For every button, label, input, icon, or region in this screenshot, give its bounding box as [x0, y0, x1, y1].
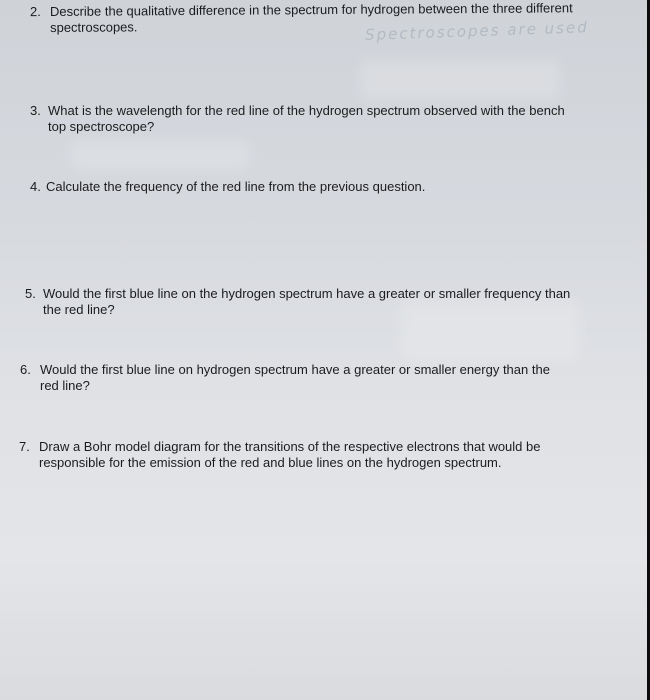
question-line: What is the wavelength for the red line of the hydrogen spectrum observed with the bench [48, 103, 565, 118]
question-text [43, 286, 630, 318]
question-line: Calculate the frequency of the red line from the previous question. [46, 179, 426, 194]
question-number: 4. [30, 179, 41, 194]
question-6 [20, 362, 620, 396]
question-line: the red line? [43, 302, 115, 317]
question-3 [30, 103, 630, 137]
question-text [40, 362, 620, 394]
bleed-through-shadow [360, 60, 560, 100]
question-line: responsible for the emission of the red and blue lines on the hydrogen spectrum. [39, 455, 502, 470]
question-text [48, 103, 630, 135]
question-text [46, 179, 630, 195]
question-4 [30, 179, 630, 197]
question-number: 5. [25, 286, 36, 301]
question-number: 3. [30, 103, 41, 118]
question-number: 6. [20, 362, 31, 377]
question-line: red line? [40, 378, 90, 393]
question-line: Would the first blue line on hydrogen spectrum have a greater or smaller energy than the [40, 362, 550, 377]
bleed-through-shadow [70, 140, 250, 170]
question-line: Would the first blue line on the hydrogen spectrum have a greater or smaller frequency than [43, 286, 571, 301]
question-7 [19, 439, 619, 473]
question-line: Draw a Bohr model diagram for the transitions of the respective electrons that would be [39, 439, 541, 454]
question-5 [25, 286, 630, 320]
question-number: 2. [29, 4, 41, 20]
question-line: spectroscopes. [49, 19, 138, 35]
question-text [39, 439, 619, 471]
question-number: 7. [19, 439, 30, 454]
question-line: top spectroscope? [48, 119, 155, 134]
handwritten-answer: Spectroscopes are used [364, 18, 589, 44]
question-line: Describe the qualitative difference in the spectrum for hydrogen between the three different [49, 0, 573, 19]
